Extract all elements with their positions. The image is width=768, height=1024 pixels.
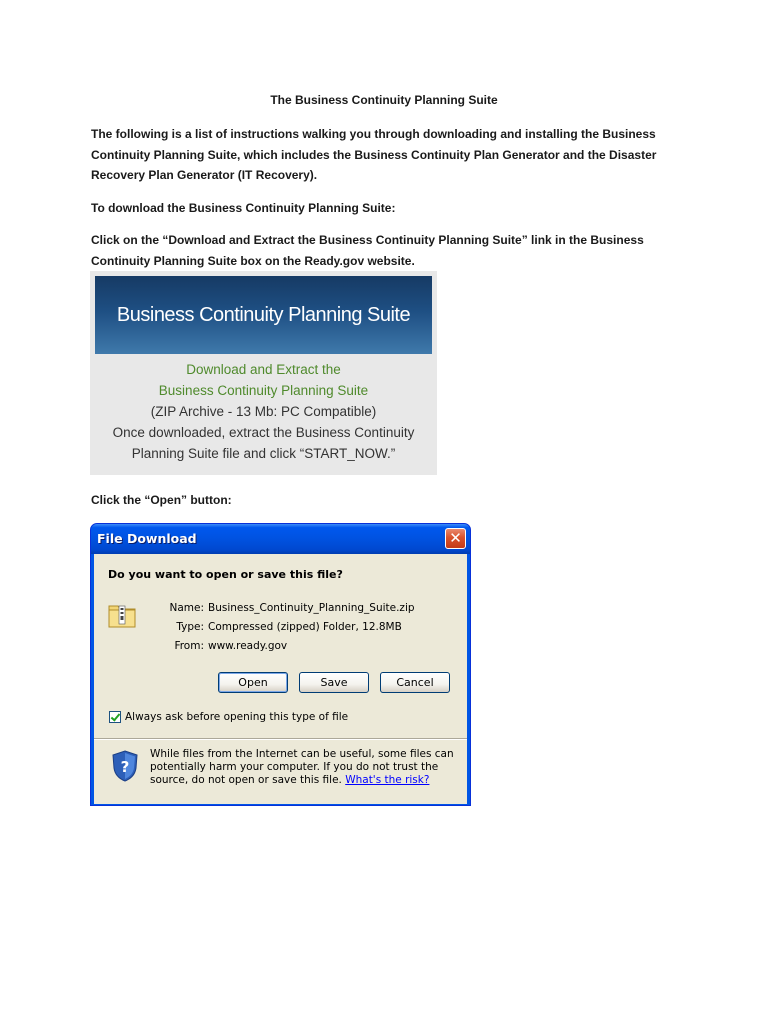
close-icon: ✕ [449, 529, 462, 547]
name-value: Business_Continuity_Planning_Suite.zip [208, 602, 415, 614]
type-value: Compressed (zipped) Folder, 12.8MB [208, 621, 402, 633]
dialog-titlebar[interactable] [91, 524, 470, 554]
security-shield-icon [112, 750, 138, 782]
svg-text:?: ? [120, 758, 130, 776]
always-ask-label[interactable]: Always ask before opening this type of file [125, 711, 349, 723]
banner-heading: Business Continuity Planning Suite [95, 276, 432, 354]
name-label: Name: [169, 602, 204, 614]
step-click-open: Click the “Open” button: [91, 493, 232, 507]
download-heading: To download the Business Continuity Planning Suite: [91, 201, 396, 215]
archive-info: (ZIP Archive - 13 Mb: PC Compatible) [150, 404, 377, 419]
whats-the-risk-link[interactable]: What's the risk? [345, 774, 430, 786]
dialog-divider [94, 738, 467, 740]
open-button[interactable]: Open [218, 672, 288, 693]
file-download-dialog [90, 523, 471, 806]
type-label: Type: [176, 621, 204, 633]
always-ask-checkbox[interactable] [109, 711, 121, 723]
save-button[interactable]: Save [299, 672, 369, 693]
intro-paragraph: The following is a list of instructions walking you through downloading and installing the Business Continuity Planning Suite, which includes the Business Continuity Plan Generator and the Disaster Recovery Plan Generator (IT Recovery). [91, 127, 657, 182]
close-button[interactable] [445, 528, 466, 549]
download-link-line2[interactable]: Business Continuity Planning Suite [158, 383, 369, 398]
cancel-button[interactable]: Cancel [380, 672, 450, 693]
download-link-line1[interactable]: Download and Extract the [186, 362, 341, 377]
step-click-link: Click on the “Download and Extract the Business Continuity Planning Suite” link in the Business Continuity Planning Suite box on the Ready.gov website. [91, 233, 644, 268]
extract-instruction-line2: Planning Suite file and click “START_NOW.” [131, 446, 396, 461]
page-title: The Business Continuity Planning Suite [270, 93, 498, 107]
warning-text: While files from the Internet can be useful, some files can potentially harm your computer. If you do not trust the source, do not open or save this file. [150, 748, 454, 786]
dialog-question: Do you want to open or save this file? [108, 568, 343, 581]
dialog-title: File Download [97, 531, 197, 546]
from-value: www.ready.gov [208, 640, 288, 652]
security-warning [150, 748, 460, 787]
from-label: From: [174, 640, 204, 652]
dialog-body [94, 554, 467, 804]
planning-suite-banner [90, 271, 437, 475]
zip-folder-icon [108, 602, 136, 628]
extract-instruction-line1: Once downloaded, extract the Business Continuity [112, 425, 415, 440]
